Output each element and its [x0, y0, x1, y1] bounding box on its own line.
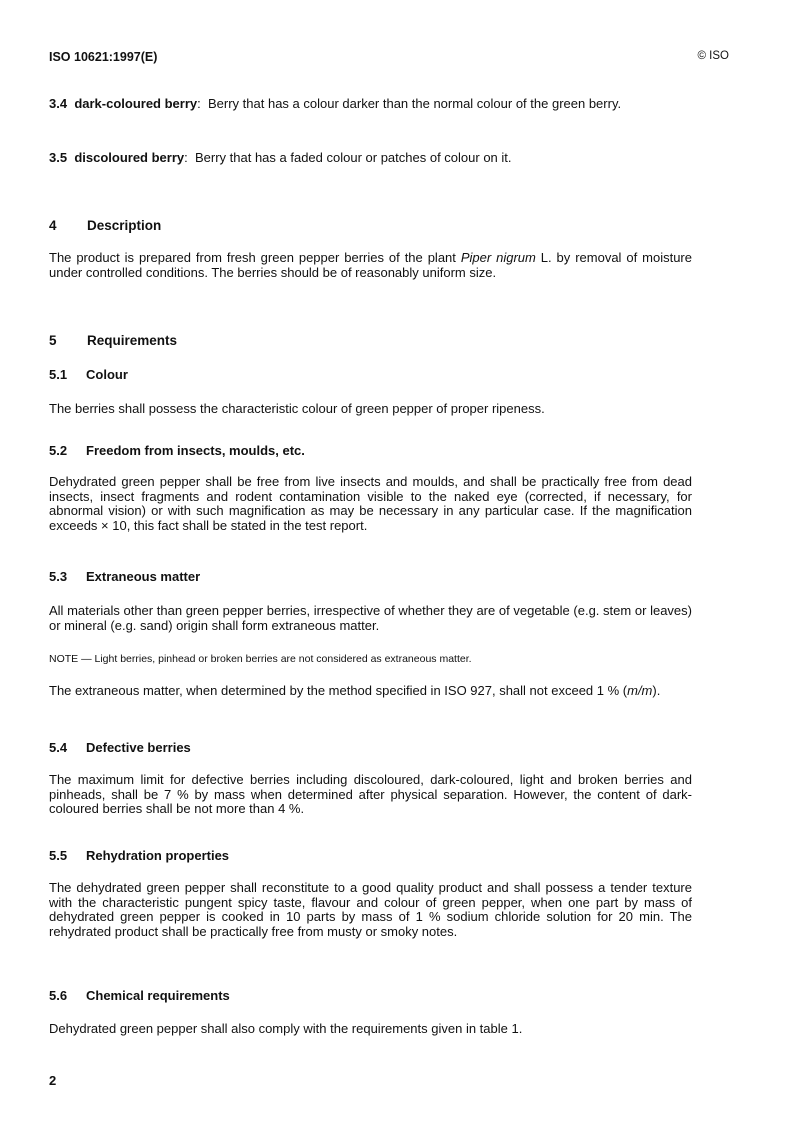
section-heading-5	[49, 334, 692, 349]
section-heading-4	[49, 219, 692, 234]
paragraph-5-3: All materials other than green pepper berries, irrespective of whether they are of vegetable (e.g. stem or leaves) or mineral (e.g. sand) origin shall form extraneous matter.	[49, 603, 692, 633]
definition-text: Berry that has a faded colour or patches of colour on it.	[194, 150, 512, 165]
definition-3-4	[49, 97, 692, 112]
subsection-number: 5.5	[49, 848, 68, 863]
paragraph-5-4: The maximum limit for defective berries including discoloured, dark-coloured, light and broken berries and pinheads, shall be 7 % by mass when determined after physical separation. However, the content of dark-coloured berries shall be not more than 4 %.	[49, 772, 692, 817]
term-colon: :	[197, 96, 201, 111]
document-id: ISO 10621:1997(E)	[49, 50, 158, 64]
text-run: L. by removal of moisture under controlled conditions. The berries should be of reasonably uniform size.	[49, 250, 692, 280]
section-number: 4	[49, 218, 57, 233]
section-number: 5	[49, 333, 57, 348]
subsection-heading-5-1	[49, 368, 692, 383]
subsection-title: Freedom from insects, moulds, etc.	[86, 443, 305, 458]
text-run: The product is prepared from fresh green pepper berries of the plant	[49, 250, 461, 265]
term: discoloured berry	[74, 150, 185, 165]
section-title: Requirements	[87, 333, 178, 348]
definition-3-5	[49, 151, 692, 166]
subsection-heading-5-5	[49, 849, 692, 864]
term-colon: :	[184, 150, 188, 165]
subsection-number: 5.2	[49, 443, 68, 458]
subsection-heading-5-3	[49, 570, 692, 585]
subsection-title: Chemical requirements	[86, 988, 230, 1003]
subsection-number: 5.1	[49, 367, 68, 382]
text-run: The extraneous matter, when determined by the method specified in ISO 927, shall not exceed 1 % (	[49, 683, 628, 698]
paragraph-5-3-limit	[49, 684, 692, 699]
subsection-heading-5-2	[49, 444, 692, 459]
text-run: ).	[652, 683, 661, 698]
subsection-heading-5-4	[49, 741, 692, 756]
subsection-number: 5.3	[49, 569, 68, 584]
section-4-paragraph	[49, 251, 692, 280]
subsection-title: Rehydration properties	[86, 848, 230, 863]
unit-mass-fraction: m/m	[627, 683, 653, 698]
paragraph-5-6: Dehydrated green pepper shall also comply with the requirements given in table 1.	[49, 1021, 523, 1036]
subsection-title: Colour	[86, 367, 128, 382]
subsection-heading-5-6	[49, 989, 692, 1004]
species-name: Piper nigrum	[460, 250, 536, 265]
clause-number: 3.5	[49, 150, 68, 165]
subsection-title: Extraneous matter	[86, 569, 201, 584]
subsection-title: Defective berries	[86, 740, 191, 755]
term: dark-coloured berry	[74, 96, 198, 111]
paragraph-5-2: Dehydrated green pepper shall be free from live insects and moulds, and shall be practically free from dead insects, insect fragments and rodent contamination visible to the naked eye (corrected, if necessary, for abnormal vision) or with such magnification as may be necessary in any particular case. If the magnification exceeds × 10, this fact shall be stated in the test report.	[49, 474, 692, 533]
note-5-3: NOTE — Light berries, pinhead or broken berries are not considered as extraneous matter.	[49, 653, 472, 665]
clause-number: 3.4	[49, 96, 68, 111]
page-number: 2	[49, 1073, 57, 1088]
paragraph-5-1: The berries shall possess the characteristic colour of green pepper of proper ripeness.	[49, 401, 545, 416]
subsection-number: 5.4	[49, 740, 68, 755]
definition-text: Berry that has a colour darker than the normal colour of the green berry.	[208, 96, 622, 111]
section-title: Description	[87, 218, 162, 233]
paragraph-5-5: The dehydrated green pepper shall reconstitute to a good quality product and shall possess a tender texture with the characteristic pungent spicy taste, flavour and colour of green pepper, when one part by mass of dehydrated green pepper is cooked in 10 parts by mass of 1 % sodium chloride solution for 20 min. The rehydrated product shall be practically free from musty or smoky notes.	[49, 880, 692, 939]
copyright-notice: © ISO	[697, 50, 729, 62]
subsection-number: 5.6	[49, 988, 68, 1003]
